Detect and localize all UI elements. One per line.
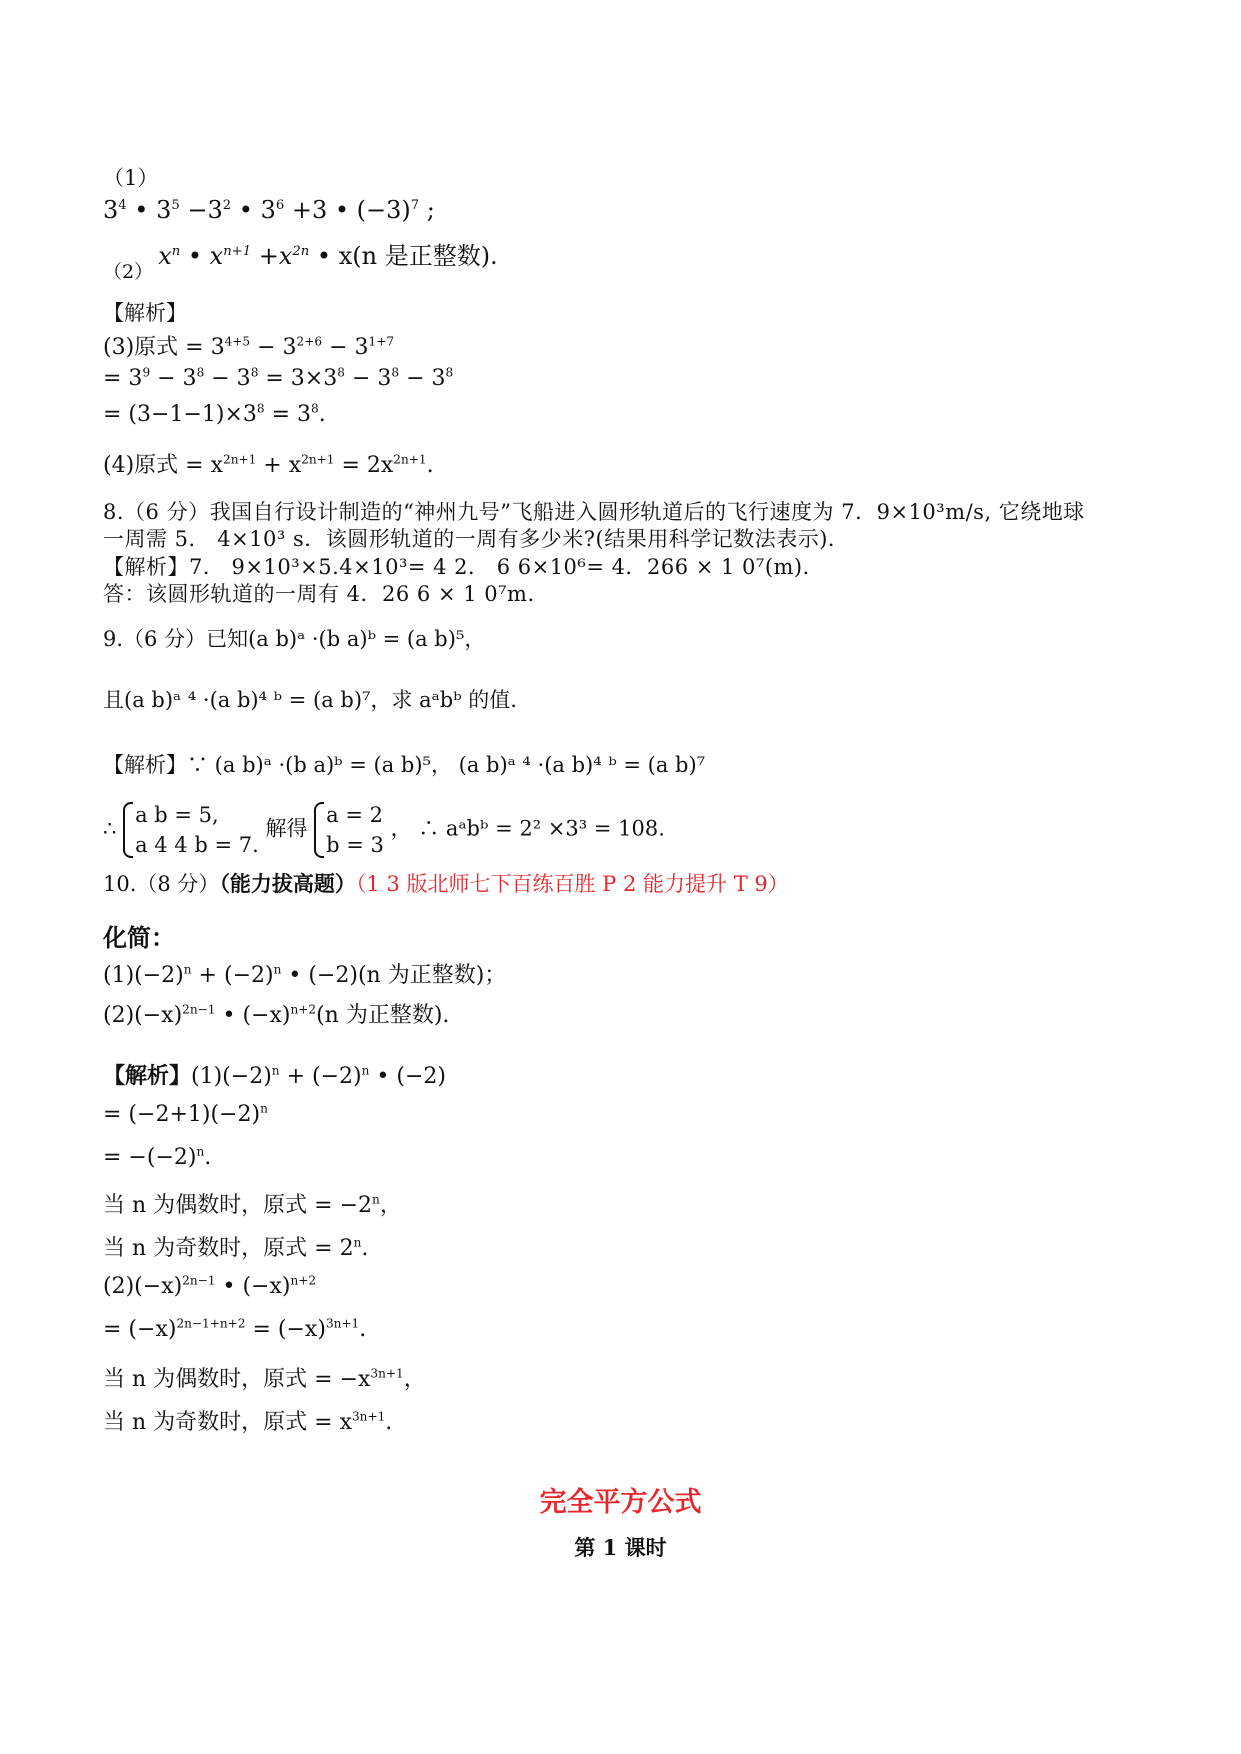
equation-system-1: a b = 5, a 4 4 b = 7. — [123, 800, 259, 860]
prob7-answer-line-1: (3)原式 = $3^{4+5} - 3^{2+6} - 3^{1+7}$ — [103, 334, 395, 360]
prob10-question-2: $(2)(-x)^{2n-1}$ • $(-x)^{n+2}(n$ 为正整数). — [103, 1002, 450, 1028]
equation-system-2: a = 2 b = 3 — [314, 800, 384, 860]
prob7-expr-1: $3^4$ • $3^5 -3^2$ • $3^6 +3$ • $(-3)^7$ ; — [103, 196, 435, 224]
prob7-answer-heading: 【解析】 — [103, 301, 187, 325]
prob10-answer-line-3: = $-(-2)^n$. — [103, 1144, 212, 1170]
prob10-answer-line-6: $(2)(-x)^{2n-1}$ • $(-x)^{n+2}$ — [103, 1273, 317, 1299]
prob10-answer-line-9: 当 n 为奇数时，原式 = $x^{3n+1}$. — [103, 1409, 393, 1435]
prob9-answer-line-1: 【解析】∵ (a b)ᵃ ·(b a)ᵇ = (a b)⁵， (a b)ᵃ ⁴ ·(a b)⁴ ᵇ = (a b)⁷ — [103, 753, 706, 777]
prob10-question-1: $(1)(-2)^n + (-2)^n$ • (−2)(n 为正整数)； — [103, 962, 507, 988]
prob8-question-line-1: 8.（6 分）我国自行设计制造的“神州九号”飞船进入圆形轨道后的飞行速度为 7．9×10³m/s, 它绕地球 — [103, 500, 1085, 524]
prob9-question-line-2: 且(a b)ᵃ ⁴ ·(a b)⁴ ᵇ = (a b)⁷，求 aᵃbᵇ 的值. — [103, 688, 517, 712]
prob8-answer-line-1: 【解析】7． 9×10³×5.4×10³= 4 2． 6 6×10⁶= 4．266 × 1 0⁷(m)． — [103, 555, 825, 579]
prob7-answer-line-2: = $3^9 - 3^8 - 3^8 = 3\times 3^8 - 3^8 - 3^8$ — [103, 365, 454, 391]
prob10-answer-line-7: = $(-x)^{2n-1+n+2} = (-x)^{3n+1}$. — [103, 1316, 367, 1342]
section-title: 完全平方公式 — [539, 1487, 702, 1518]
prob9-question-line-1: 9.（6 分）已知(a b)ᵃ ·(b a)ᵇ = (a b)⁵， — [103, 627, 486, 651]
prob10-answer-line-4: 当 n 为偶数时，原式 = $-2^n$， — [103, 1192, 402, 1218]
prob9-answer-system: ∴ a b = 5, a 4 4 b = 7. 解得 a = 2 b = 3 ， ∴ aᵃbᵇ = 2² ×3³ = 108. — [103, 800, 665, 860]
prob7-label-1: （1） — [103, 166, 159, 190]
prob10-answer-line-1: 【解析】$(1)(-2)^n + (-2)^n$ • (−2) — [103, 1063, 446, 1089]
prob8-answer-line-2: 答：该圆形轨道的一周有 4．26 6 × 1 0⁷m. — [103, 582, 535, 606]
prob8-question-line-2: 一周需 5． 4×10³ s．该圆形轨道的一周有多少米?(结果用科学记数法表示)． — [103, 527, 850, 551]
section-subtitle: 第 1 课时 — [574, 1535, 667, 1560]
prob10-answer-line-2: = $(-2+1)(-2)^n$ — [103, 1101, 268, 1127]
prob10-answer-line-8: 当 n 为偶数时，原式 = $-x^{3n+1}$， — [103, 1366, 426, 1392]
prob7-expr-2: （2） $x^n$ • $x^{n+1} +x^{2n}$ • x(n 是正整数). — [103, 242, 498, 283]
prob7-answer-line-3: = $(3-1-1)\times 3^8 = 3^8$. — [103, 401, 326, 427]
prob10-header: 10.（8 分）（能力拔高题）（1 3 版北师七下百练百胜 P 2 能力提升 T 9） — [103, 871, 789, 896]
prob10-answer-line-5: 当 n 为奇数时，原式 = $2^n$. — [103, 1235, 369, 1261]
prob7-answer-line-4: (4)原式 = $x^{2n+1} + x^{2n+1} = 2x^{2n+1}$. — [103, 452, 434, 478]
prob10-title: 化简： — [103, 923, 175, 952]
